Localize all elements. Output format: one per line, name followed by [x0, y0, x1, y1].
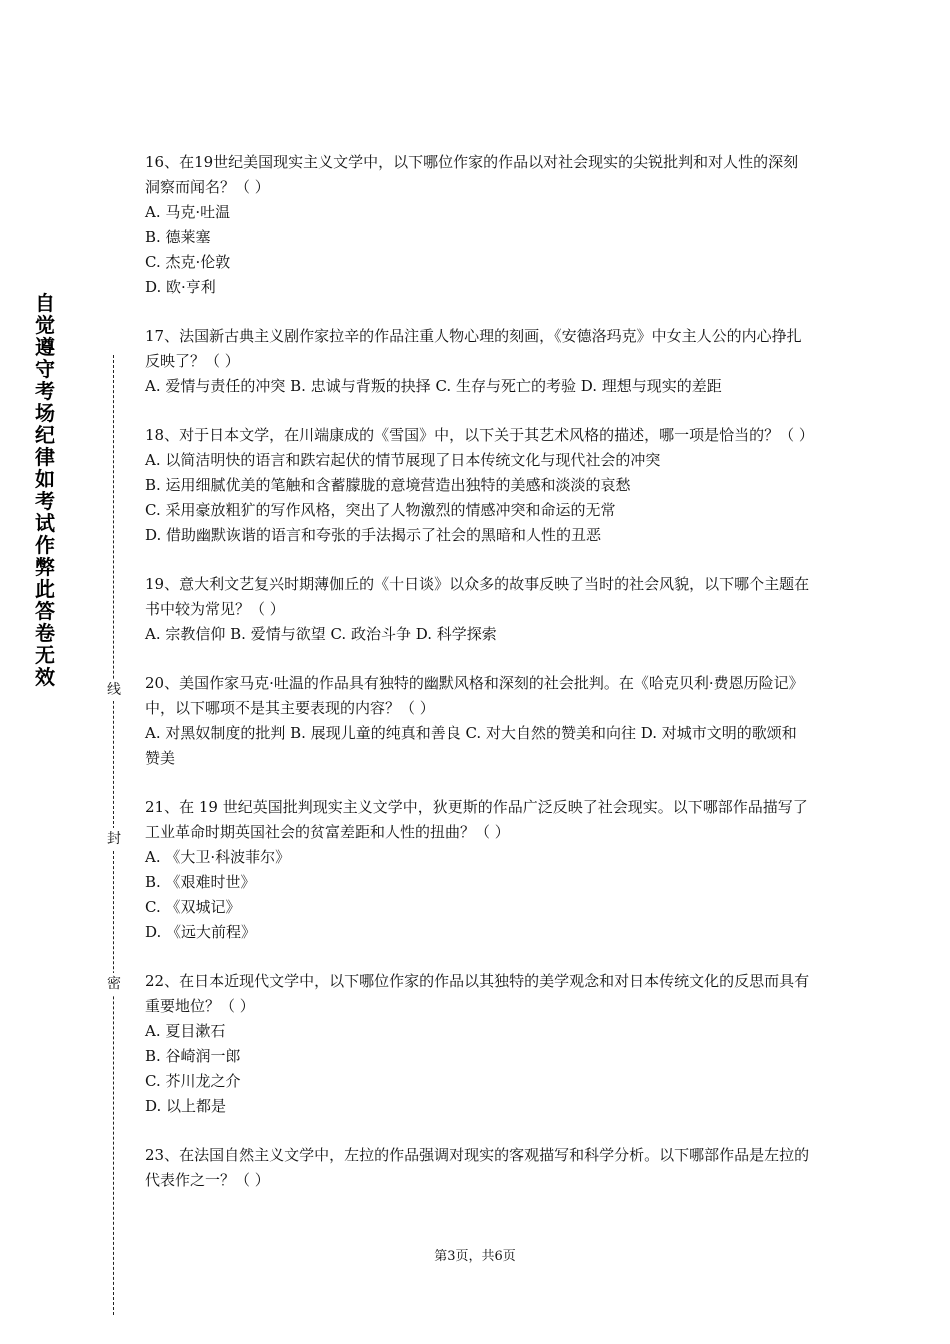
options-inline: A. 爱情与责任的冲突 B. 忠诚与背叛的抉择 C. 生存与死亡的考验 D. 理想与现实的差距 [145, 377, 722, 395]
question-18 [145, 423, 814, 548]
question-23 [145, 1143, 810, 1193]
question-22 [145, 969, 810, 1119]
question-20 [145, 671, 810, 771]
options-inline: A. 对黑奴制度的批判 B. 展现儿童的纯真和善良 C. 对大自然的赞美和向往 D. 对城市文明的歌颂和赞美 [145, 724, 797, 767]
option-d: D. 以上都是 [145, 1097, 227, 1115]
question-17 [145, 324, 810, 399]
option-d: D. 《远大前程》 [145, 923, 257, 941]
option-b: B. 《艰难时世》 [145, 873, 256, 891]
option-c: C. 《双城记》 [145, 898, 241, 916]
option-c: C. 杰克·伦敦 [145, 253, 231, 271]
option-b: B. 德莱塞 [145, 228, 211, 246]
option-a: A. 《大卫·科波菲尔》 [145, 848, 291, 866]
question-stem: 22、在日本近现代文学中，以下哪位作家的作品以其独特的美学观念和对日本传统文化的反思而具有重要地位？（ ） [145, 972, 810, 1015]
binding-label-line: 线 [104, 679, 124, 701]
question-stem: 23、在法国自然主义文学中，左拉的作品强调对现实的客观描写和科学分析。以下哪部作品是左拉的代表作之一？（ ） [145, 1146, 810, 1189]
option-a: A. 马克·吐温 [145, 203, 231, 221]
exam-discipline-warning: 自觉遵守考场纪律如考试作弊此答卷无效 [35, 291, 55, 689]
question-stem: 19、意大利文艺复兴时期薄伽丘的《十日谈》以众多的故事反映了当时的社会风貌，以下哪个主题在书中较为常见？（ ） [145, 575, 810, 618]
option-d: D. 借助幽默诙谐的语言和夸张的手法揭示了社会的黑暗和人性的丑恶 [145, 526, 602, 544]
binding-label-dense: 密 [104, 973, 124, 995]
question-list [145, 150, 814, 1217]
option-c: C. 芥川龙之介 [145, 1072, 241, 1090]
question-19 [145, 572, 810, 647]
option-d: D. 欧·亨利 [145, 278, 216, 296]
option-a: A. 夏目漱石 [145, 1022, 226, 1040]
option-b: B. 谷崎润一郎 [145, 1047, 241, 1065]
option-a: A. 以简洁明快的语言和跌宕起伏的情节展现了日本传统文化与现代社会的冲突 [145, 451, 661, 469]
option-b: B. 运用细腻优美的笔触和含蓄朦胧的意境营造出独特的美感和淡淡的哀愁 [145, 476, 631, 494]
page-number-footer: 第3页，共6页 [434, 1249, 516, 1264]
question-stem: 20、美国作家马克·吐温的作品具有独特的幽默风格和深刻的社会批判。在《哈克贝利·费恩历险记》中，以下哪项不是其主要表现的内容？（ ） [145, 674, 804, 717]
question-21 [145, 795, 810, 945]
question-16 [145, 150, 810, 300]
question-stem: 16、在19世纪美国现实主义文学中，以下哪位作家的作品以对社会现实的尖锐批判和对人性的深刻洞察而闻名？（ ） [145, 153, 799, 196]
option-c: C. 采用豪放粗犷的写作风格，突出了人物激烈的情感冲突和命运的无常 [145, 501, 616, 519]
question-stem: 18、对于日本文学，在川端康成的《雪国》中，以下关于其艺术风格的描述，哪一项是恰当的？（ ） [145, 426, 814, 444]
question-stem: 17、法国新古典主义剧作家拉辛的作品注重人物心理的刻画，《安德洛玛克》中女主人公的内心挣扎反映了？（ ） [145, 327, 802, 370]
question-stem: 21、在 19 世纪英国批判现实主义文学中，狄更斯的作品广泛反映了社会现实。以下哪部作品描写了工业革命时期英国社会的贫富差距和人性的扭曲？（ ） [145, 798, 808, 841]
options-inline: A. 宗教信仰 B. 爱情与欲望 C. 政治斗争 D. 科学探索 [145, 625, 497, 643]
binding-label-seal: 封 [104, 828, 124, 850]
